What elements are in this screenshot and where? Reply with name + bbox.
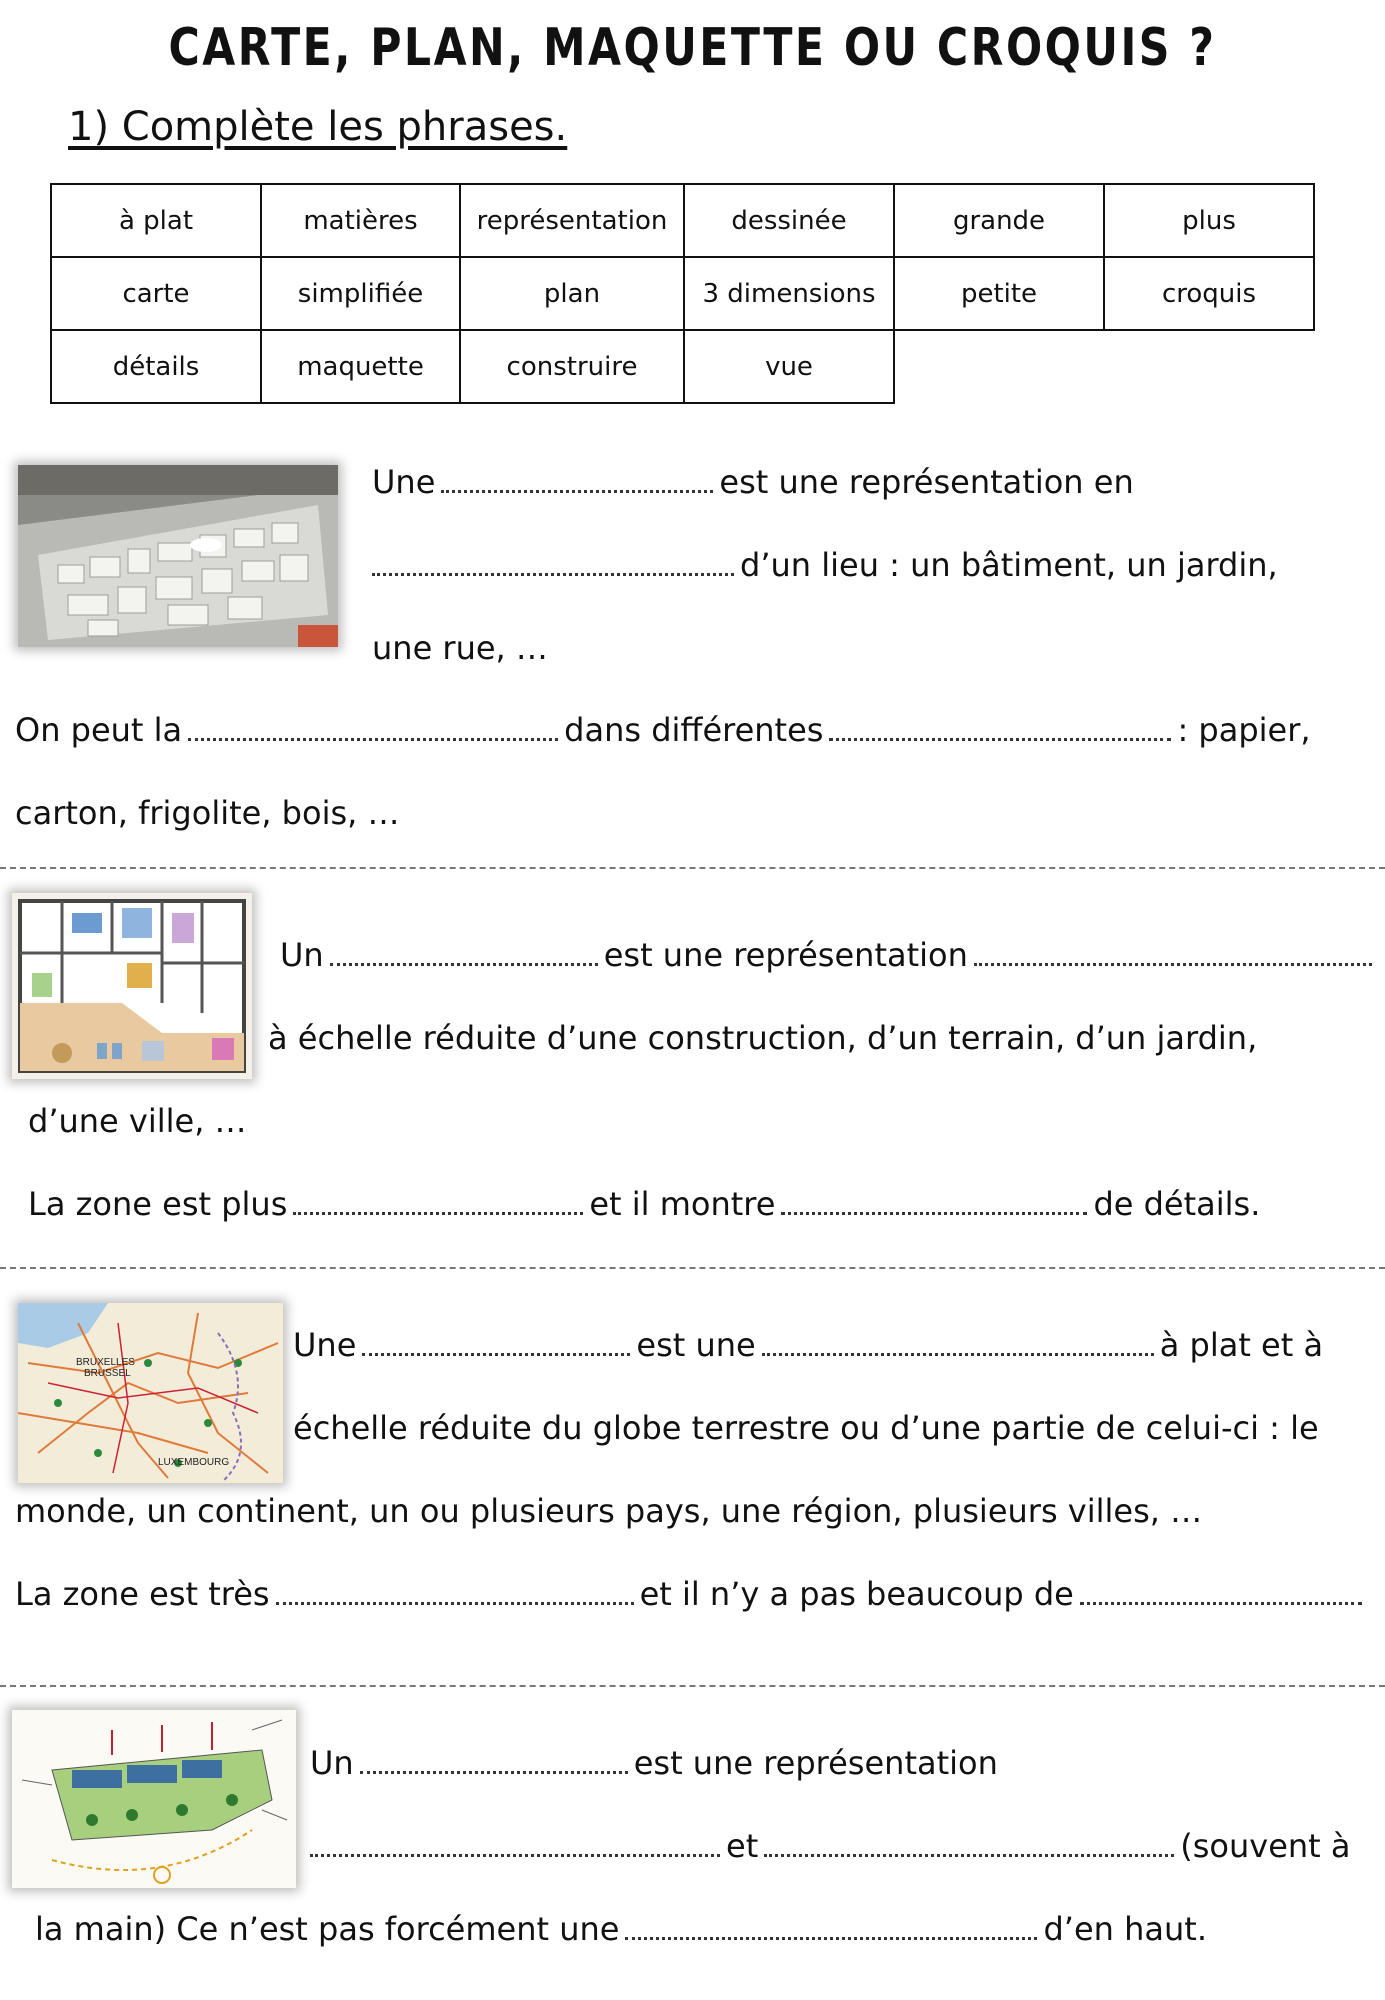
map-city-label: BRUSSEL (84, 1368, 131, 1379)
blank-field[interactable] (276, 1576, 634, 1605)
sentence-line (280, 935, 1378, 975)
sketch-image (12, 1710, 296, 1888)
sentence-line (310, 1743, 998, 1783)
sentence-text: (souvent à (1180, 1827, 1351, 1865)
sentence-line (35, 1909, 1207, 1949)
section-divider (0, 1267, 1385, 1269)
floor-plan-image (12, 893, 252, 1079)
empty-cell (1104, 330, 1314, 403)
map-city-label: BRUXELLES (76, 1357, 135, 1368)
sentence-text: est une représentation en (719, 463, 1134, 501)
sentence-text: est une représentation (603, 936, 968, 974)
sentence-text: La zone est plus (28, 1185, 288, 1223)
blank-field[interactable] (829, 712, 1171, 741)
sentence-text: est une (636, 1326, 756, 1364)
word-cell: à plat (51, 184, 261, 257)
sentence-text: Un (310, 1744, 354, 1782)
blank-field[interactable] (188, 712, 558, 741)
blank-field[interactable] (764, 1828, 1174, 1857)
blank-field[interactable] (293, 1186, 583, 1215)
sentence-text: échelle réduite du globe terrestre ou d’une partie de celui-ci : le (293, 1409, 1319, 1447)
sentence-text: On peut la (15, 711, 183, 749)
sentence-line (310, 1826, 1350, 1866)
word-bank-table (50, 183, 1315, 404)
sentence-text: et il n’y a pas beaucoup de (639, 1575, 1074, 1613)
section-divider (0, 867, 1385, 869)
sentence-line (15, 1574, 1368, 1614)
word-cell: représentation (460, 184, 684, 257)
table-row (51, 330, 1314, 403)
road-map-image (18, 1303, 283, 1483)
blank-field[interactable] (330, 937, 598, 966)
word-cell: croquis (1104, 257, 1314, 330)
word-cell: plus (1104, 184, 1314, 257)
sentence-text: d’en haut. (1043, 1910, 1207, 1948)
table-row (51, 257, 1314, 330)
word-cell: vue (684, 330, 894, 403)
sentence-text: et il montre (589, 1185, 776, 1223)
word-cell: grande (894, 184, 1104, 257)
sentence-text: : papier, (1177, 711, 1311, 749)
word-cell: plan (460, 257, 684, 330)
sentence-line (372, 462, 1134, 502)
exercise-heading: 1) Complète les phrases. (68, 104, 568, 150)
word-cell: détails (51, 330, 261, 403)
sentence-text: dans différentes (564, 711, 824, 749)
table-row (51, 184, 1314, 257)
sentence-text: de détails. (1093, 1185, 1261, 1223)
sentence-text: d’une ville, … (28, 1102, 247, 1140)
blank-field[interactable] (781, 1186, 1087, 1215)
sentence-text: à échelle réduite d’une construction, d’un terrain, d’un jardin, (268, 1019, 1258, 1057)
sentence-text: Une (372, 463, 436, 501)
sentence-text: à plat et à (1159, 1326, 1324, 1364)
sentence-line (15, 710, 1311, 750)
sentence-text: carton, frigolite, bois, … (15, 794, 400, 832)
sentence-text: monde, un continent, un ou plusieurs pays, une région, plusieurs villes, … (15, 1492, 1203, 1530)
word-cell: carte (51, 257, 261, 330)
sentence-text: la main) Ce n’est pas forcément une (35, 1910, 620, 1948)
blank-field[interactable] (372, 547, 734, 576)
sentence-line (372, 545, 1278, 585)
blank-field[interactable] (1080, 1576, 1362, 1605)
empty-cell (894, 330, 1104, 403)
blank-field[interactable] (441, 464, 713, 493)
model-photo (18, 465, 338, 647)
sentence-line (28, 1184, 1260, 1224)
sentence-text: est une représentation (633, 1744, 998, 1782)
sentence-text: La zone est très (15, 1575, 270, 1613)
map-city-label: LUXEMBOURG (158, 1457, 230, 1468)
word-cell: 3 dimensions (684, 257, 894, 330)
blank-field[interactable] (974, 937, 1372, 966)
blank-field[interactable] (362, 1327, 630, 1356)
blank-field[interactable] (762, 1327, 1154, 1356)
word-cell: maquette (261, 330, 460, 403)
sentence-text: une rue, … (372, 629, 548, 667)
word-cell: dessinée (684, 184, 894, 257)
blank-field[interactable] (310, 1828, 720, 1857)
sentence-text: Une (293, 1326, 357, 1364)
blank-field[interactable] (360, 1745, 628, 1774)
blank-field[interactable] (625, 1911, 1037, 1940)
word-cell: matières (261, 184, 460, 257)
word-cell: construire (460, 330, 684, 403)
word-cell: petite (894, 257, 1104, 330)
sentence-text: Un (280, 936, 324, 974)
word-cell: simplifiée (261, 257, 460, 330)
section-divider (0, 1685, 1385, 1687)
sentence-text: et (726, 1827, 759, 1865)
sentence-text: d’un lieu : un bâtiment, un jardin, (740, 546, 1278, 584)
worksheet-title: CARTE, PLAN, MAQUETTE OU CROQUIS ? (168, 18, 1217, 78)
sentence-line (293, 1325, 1323, 1365)
